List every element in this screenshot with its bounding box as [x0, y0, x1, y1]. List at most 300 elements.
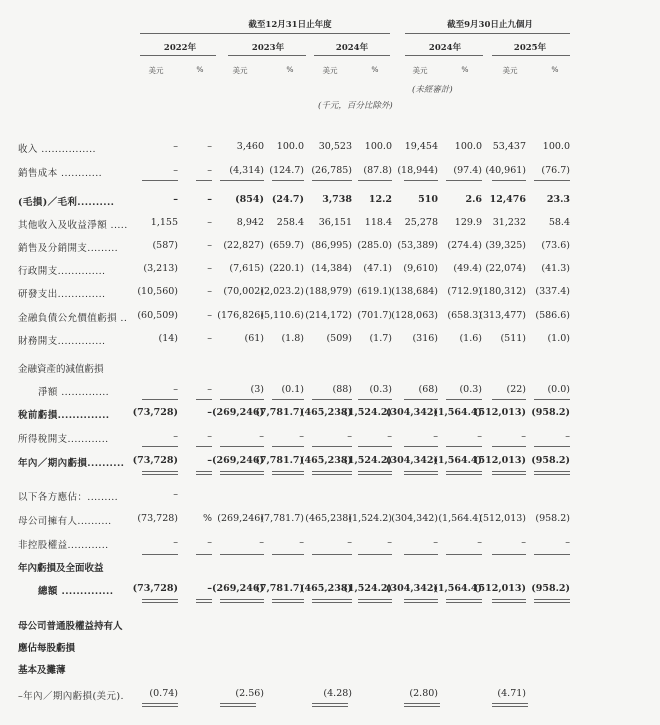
row-value: (958.2) — [531, 583, 570, 594]
total-rule — [534, 180, 570, 181]
row-value: – — [387, 537, 392, 548]
row-value: (4.28) — [323, 688, 352, 699]
row-label: 其他收入及收益淨額 ..... — [18, 220, 128, 231]
row-value: – — [433, 537, 438, 548]
statement-row — [0, 237, 660, 255]
row-label: 稅前虧損.............. — [18, 410, 110, 421]
eps-rule — [220, 706, 256, 707]
row-value: (304,342) — [391, 513, 438, 524]
row-value: (138,684) — [391, 286, 438, 297]
eps-rule — [142, 703, 178, 704]
row-value: 3,738 — [322, 194, 352, 205]
total-rule — [446, 399, 482, 400]
row-value: 58.4 — [548, 217, 570, 228]
row-value: (26,785) — [311, 165, 352, 176]
row-value: (10,560) — [137, 286, 178, 297]
total-rule — [272, 471, 304, 472]
statement-row — [0, 510, 660, 528]
row-value: – — [173, 141, 178, 152]
row-value: (274.4) — [447, 240, 482, 251]
statement-row — [0, 486, 660, 504]
unit-label: 美元 — [322, 66, 338, 75]
total-rule — [492, 554, 526, 555]
row-value: (512,013) — [474, 407, 526, 418]
unit-label: 美元 — [412, 66, 428, 75]
row-label: 銷售及分銷開支......... — [18, 243, 119, 254]
row-value: – — [299, 431, 304, 442]
total-rule — [220, 446, 264, 447]
row-value: (4,314) — [229, 165, 264, 176]
row-value: (24.7) — [271, 194, 304, 205]
statement-row — [0, 283, 660, 301]
row-value: – — [347, 537, 352, 548]
total-rule — [312, 554, 352, 555]
row-value: (1.6) — [459, 333, 482, 344]
statement-row — [0, 404, 660, 422]
row-value: (176,826) — [217, 310, 264, 321]
total-rule — [358, 399, 392, 400]
row-value: (304,342) — [386, 455, 438, 466]
row-value: – — [207, 333, 212, 344]
total-rule — [220, 602, 264, 603]
row-value: (854) — [235, 194, 264, 205]
row-label: 行政開支.............. — [18, 266, 106, 277]
total-rule — [142, 180, 178, 181]
row-value: – — [477, 431, 482, 442]
total-rule — [312, 180, 352, 181]
row-label: 非控股權益............ — [18, 540, 109, 551]
total-rule — [534, 474, 570, 475]
row-value: (958.2) — [531, 407, 570, 418]
eps-rule — [312, 706, 348, 707]
row-value: – — [207, 194, 212, 205]
group-rule-2 — [405, 33, 570, 34]
total-rule — [272, 554, 304, 555]
total-rule — [404, 602, 438, 603]
total-rule — [446, 180, 482, 181]
total-rule — [272, 602, 304, 603]
unit-label: % — [196, 65, 204, 74]
total-rule — [404, 446, 438, 447]
row-value: – — [173, 384, 178, 395]
total-rule — [446, 602, 482, 603]
year-rule-2024-9m — [405, 55, 483, 56]
row-value: (7,781.7) — [260, 513, 304, 524]
row-value: (509) — [326, 333, 352, 344]
total-rule — [404, 471, 438, 472]
row-value: (53,389) — [397, 240, 438, 251]
row-value: (269,246) — [212, 583, 264, 594]
total-rule — [142, 554, 178, 555]
total-rule — [220, 474, 264, 475]
statement-row — [0, 381, 660, 399]
total-rule — [404, 474, 438, 475]
row-value: (0.1) — [281, 384, 304, 395]
row-value: – — [207, 537, 212, 548]
row-value: (9,610) — [403, 263, 438, 274]
row-value: (465,238) — [300, 455, 352, 466]
row-value: (465,238) — [305, 513, 352, 524]
total-rule — [492, 599, 526, 600]
total-rule — [358, 474, 392, 475]
total-rule — [196, 399, 212, 400]
impairment-heading: 金融資產的減值虧損 — [18, 364, 104, 375]
row-value: (76.7) — [541, 165, 570, 176]
row-value: – — [207, 217, 212, 228]
row-value: (188,979) — [305, 286, 352, 297]
row-value: (587) — [152, 240, 178, 251]
row-value: (0.3) — [369, 384, 392, 395]
total-rule — [312, 471, 352, 472]
total-rule — [446, 554, 482, 555]
row-value: (3) — [250, 384, 264, 395]
total-rule — [196, 471, 212, 472]
total-rule — [312, 474, 352, 475]
eps-rule — [142, 706, 178, 707]
row-value: (269,246) — [217, 513, 264, 524]
row-value: – — [207, 141, 212, 152]
total-rule — [220, 599, 264, 600]
row-value: (87.8) — [363, 165, 392, 176]
row-value: (2.80) — [409, 688, 438, 699]
row-label: 母公司擁有人.......... — [18, 516, 112, 527]
total-rule — [534, 471, 570, 472]
total-rule — [492, 446, 526, 447]
statement-row — [0, 580, 660, 598]
total-rule — [142, 446, 178, 447]
total-rule — [312, 602, 352, 603]
eps-rule — [492, 703, 528, 704]
row-value: – — [299, 537, 304, 548]
row-value: (658.3) — [447, 310, 482, 321]
row-value: (316) — [412, 333, 438, 344]
row-value: (465,238) — [300, 407, 352, 418]
row-value: 2.6 — [465, 194, 482, 205]
eps-rule — [404, 703, 440, 704]
row-value: 510 — [418, 194, 438, 205]
row-value: (512,013) — [479, 513, 526, 524]
year-rule-2025-9m — [492, 55, 570, 56]
group-rule-1 — [140, 33, 390, 34]
row-value: 100.0 — [454, 141, 482, 152]
total-rule — [196, 446, 212, 447]
total-rule — [492, 474, 526, 475]
row-value: (512,013) — [474, 455, 526, 466]
row-value: (619.1) — [357, 286, 392, 297]
row-value: (0.0) — [547, 384, 570, 395]
row-value: (1,564.4) — [438, 513, 482, 524]
total-rule — [534, 399, 570, 400]
row-value: 129.9 — [454, 217, 482, 228]
row-value: 31,232 — [492, 217, 526, 228]
row-value: 12,476 — [489, 194, 526, 205]
year-2025-9m: 2025年 — [513, 43, 547, 53]
row-value: – — [387, 431, 392, 442]
row-value: – — [207, 407, 212, 418]
unit-label: 美元 — [232, 66, 248, 75]
row-value: (5,110.6) — [260, 310, 304, 321]
row-value: – — [207, 263, 212, 274]
row-label: 收入 ................ — [18, 144, 96, 155]
row-value: (701.7) — [357, 310, 392, 321]
row-value: (14) — [158, 333, 178, 344]
row-value: 25,278 — [404, 217, 438, 228]
row-value: 19,454 — [404, 141, 438, 152]
row-value: (0.74) — [149, 688, 178, 699]
row-value: (47.1) — [363, 263, 392, 274]
total-rule — [446, 471, 482, 472]
row-value: – — [207, 310, 212, 321]
total-rule — [404, 399, 438, 400]
row-value: – — [207, 286, 212, 297]
row-value: (1.8) — [281, 333, 304, 344]
row-value: – — [521, 537, 526, 548]
total-rule — [358, 180, 392, 181]
total-rule — [492, 180, 526, 181]
total-rule — [196, 599, 212, 600]
total-rule — [196, 180, 212, 181]
total-rule — [220, 471, 264, 472]
row-value: – — [207, 240, 212, 251]
row-value: 8,942 — [236, 217, 264, 228]
row-label: –年內／期內虧損(美元). — [18, 691, 124, 702]
row-value: (68) — [418, 384, 438, 395]
total-rule — [272, 599, 304, 600]
row-value: (73,728) — [132, 583, 178, 594]
row-value: % — [202, 513, 212, 524]
year-rule-2024 — [314, 55, 390, 56]
total-rule — [312, 399, 352, 400]
row-value: – — [173, 194, 178, 205]
row-value: – — [521, 431, 526, 442]
row-value: – — [259, 537, 264, 548]
row-value: (7,781.7) — [255, 407, 304, 418]
total-rule — [446, 446, 482, 447]
total-rule — [220, 180, 264, 181]
total-rule — [534, 446, 570, 447]
row-value: (1.7) — [369, 333, 392, 344]
row-value: – — [173, 537, 178, 548]
row-value: (1,524.2) — [343, 407, 392, 418]
row-value: (511) — [500, 333, 526, 344]
total-rule — [142, 471, 178, 472]
row-value: (1,524.2) — [343, 583, 392, 594]
row-value: 118.4 — [364, 217, 392, 228]
total-rule — [358, 599, 392, 600]
row-value: (304,342) — [386, 407, 438, 418]
total-rule — [492, 399, 526, 400]
unit-label: % — [551, 65, 559, 74]
row-value: (60,509) — [137, 310, 178, 321]
year-2024-9m: 2024年 — [428, 43, 462, 53]
group-header-fiscal-year: 截至12月31日止年度 — [248, 20, 332, 30]
row-value: – — [565, 537, 570, 548]
row-value: (22,827) — [223, 240, 264, 251]
year-2023: 2023年 — [251, 43, 285, 53]
row-value: (97.4) — [453, 165, 482, 176]
row-value: (2.56) — [235, 688, 264, 699]
row-value: – — [433, 431, 438, 442]
total-rule — [196, 474, 212, 475]
row-value: (73,728) — [132, 407, 178, 418]
statement-row — [0, 191, 660, 209]
row-value: (7,781.7) — [255, 583, 304, 594]
eps-heading-1: 母公司普通股權益持有人 — [18, 621, 123, 632]
statement-row — [0, 452, 660, 470]
statement-row — [0, 330, 660, 348]
total-rule — [312, 599, 352, 600]
total-rule — [358, 446, 392, 447]
unit-label: % — [371, 65, 379, 74]
unit-label: % — [286, 65, 294, 74]
eps-rule — [312, 703, 348, 704]
row-value: – — [207, 455, 212, 466]
statement-row — [0, 138, 660, 156]
row-value: – — [259, 431, 264, 442]
row-value: (22) — [506, 384, 526, 395]
row-value: (61) — [244, 333, 264, 344]
year-2022: 2022年 — [163, 43, 197, 53]
row-value: (7,615) — [229, 263, 264, 274]
row-label: 財務開支.............. — [18, 336, 106, 347]
total-rule — [446, 474, 482, 475]
row-value: (2,023.2) — [260, 286, 304, 297]
row-value: – — [207, 583, 212, 594]
total-rule — [142, 399, 178, 400]
total-rule — [534, 602, 570, 603]
row-value: (220.1) — [269, 263, 304, 274]
row-value: (1,524.2) — [348, 513, 392, 524]
eps-rule — [492, 706, 528, 707]
row-value: 12.2 — [368, 194, 392, 205]
total-rule — [358, 471, 392, 472]
row-value: (465,238) — [300, 583, 352, 594]
total-rule — [404, 180, 438, 181]
row-value: – — [477, 537, 482, 548]
total-rule — [272, 180, 304, 181]
row-value: (285.0) — [357, 240, 392, 251]
row-label: 以下各方應佔：......... — [18, 492, 119, 503]
total-rule — [272, 474, 304, 475]
total-rule — [492, 471, 526, 472]
eps-rule — [220, 703, 256, 704]
row-label: 淨額 .............. — [38, 387, 110, 398]
total-rule — [142, 602, 178, 603]
total-rule — [358, 554, 392, 555]
row-value: (958.2) — [535, 513, 570, 524]
total-rule — [534, 554, 570, 555]
row-value: (39,325) — [485, 240, 526, 251]
row-value: 100.0 — [276, 141, 304, 152]
row-label: 總額 .............. — [38, 586, 114, 597]
row-value: (7,781.7) — [255, 455, 304, 466]
row-value: (128,063) — [391, 310, 438, 321]
row-value: (180,312) — [479, 286, 526, 297]
row-label: 年內／期內虧損.......... — [18, 458, 125, 469]
unit-label: 美元 — [502, 66, 518, 75]
total-rule — [446, 599, 482, 600]
unit-note: (千元，百分比除外) — [318, 101, 393, 111]
row-value: (41.3) — [541, 263, 570, 274]
total-rule — [142, 474, 178, 475]
row-value: 30,523 — [318, 141, 352, 152]
row-value: – — [207, 165, 212, 176]
row-value: (958.2) — [531, 455, 570, 466]
row-value: 23.3 — [546, 194, 570, 205]
group-header-nine-months: 截至9月30日止九個月 — [447, 20, 533, 30]
row-value: (14,384) — [311, 263, 352, 274]
statement-row — [0, 162, 660, 180]
row-value: 53,437 — [492, 141, 526, 152]
row-value: (1,564.4) — [433, 455, 482, 466]
total-rule — [312, 446, 352, 447]
comprehensive-heading: 年內虧損及全面收益 — [18, 563, 104, 574]
row-value: – — [565, 431, 570, 442]
row-label: 所得稅開支............ — [18, 434, 109, 445]
row-label: 金融負債公允價值虧損 .. — [18, 313, 128, 324]
row-value: – — [173, 431, 178, 442]
statement-row — [0, 260, 660, 278]
total-rule — [358, 602, 392, 603]
row-value: (659.7) — [269, 240, 304, 251]
statement-row — [0, 534, 660, 552]
statement-row — [0, 685, 660, 703]
row-value: – — [207, 384, 212, 395]
row-value: (18,944) — [397, 165, 438, 176]
total-rule — [272, 446, 304, 447]
row-value: (214,172) — [305, 310, 352, 321]
row-value: (124.7) — [269, 165, 304, 176]
row-value: (1.0) — [547, 333, 570, 344]
unaudited-note: (未經審計) — [412, 85, 453, 95]
row-value: (269,246) — [212, 455, 264, 466]
total-rule — [404, 599, 438, 600]
row-value: (73,728) — [132, 455, 178, 466]
eps-heading-2: 應佔每股虧損 — [18, 643, 76, 654]
row-value: (1,564.4) — [433, 583, 482, 594]
total-rule — [492, 602, 526, 603]
row-value: (1,564.4) — [433, 407, 482, 418]
row-value: (73.6) — [541, 240, 570, 251]
row-value: – — [207, 431, 212, 442]
row-value: (337.4) — [535, 286, 570, 297]
row-label: 銷售成本 ............ — [18, 168, 103, 179]
row-value: (4.71) — [497, 688, 526, 699]
row-value: (712.9) — [447, 286, 482, 297]
row-value: (304,342) — [386, 583, 438, 594]
row-value: (70,002) — [223, 286, 264, 297]
row-value: (512,013) — [474, 583, 526, 594]
row-label: 研發支出.............. — [18, 289, 106, 300]
total-rule — [220, 399, 264, 400]
row-value: 1,155 — [150, 217, 178, 228]
row-value: (269,246) — [212, 407, 264, 418]
total-rule — [272, 399, 304, 400]
row-value: (3,213) — [143, 263, 178, 274]
statement-row — [0, 214, 660, 232]
row-value: (22,074) — [485, 263, 526, 274]
total-rule — [142, 599, 178, 600]
unit-label: 美元 — [148, 66, 164, 75]
total-rule — [404, 554, 438, 555]
row-value: (86,995) — [311, 240, 352, 251]
row-value: 3,460 — [236, 141, 264, 152]
eps-heading-3: 基本及攤薄 — [18, 665, 66, 676]
unit-label: % — [461, 65, 469, 74]
row-value: (73,728) — [137, 513, 178, 524]
row-value: (88) — [332, 384, 352, 395]
row-value: (586.6) — [535, 310, 570, 321]
